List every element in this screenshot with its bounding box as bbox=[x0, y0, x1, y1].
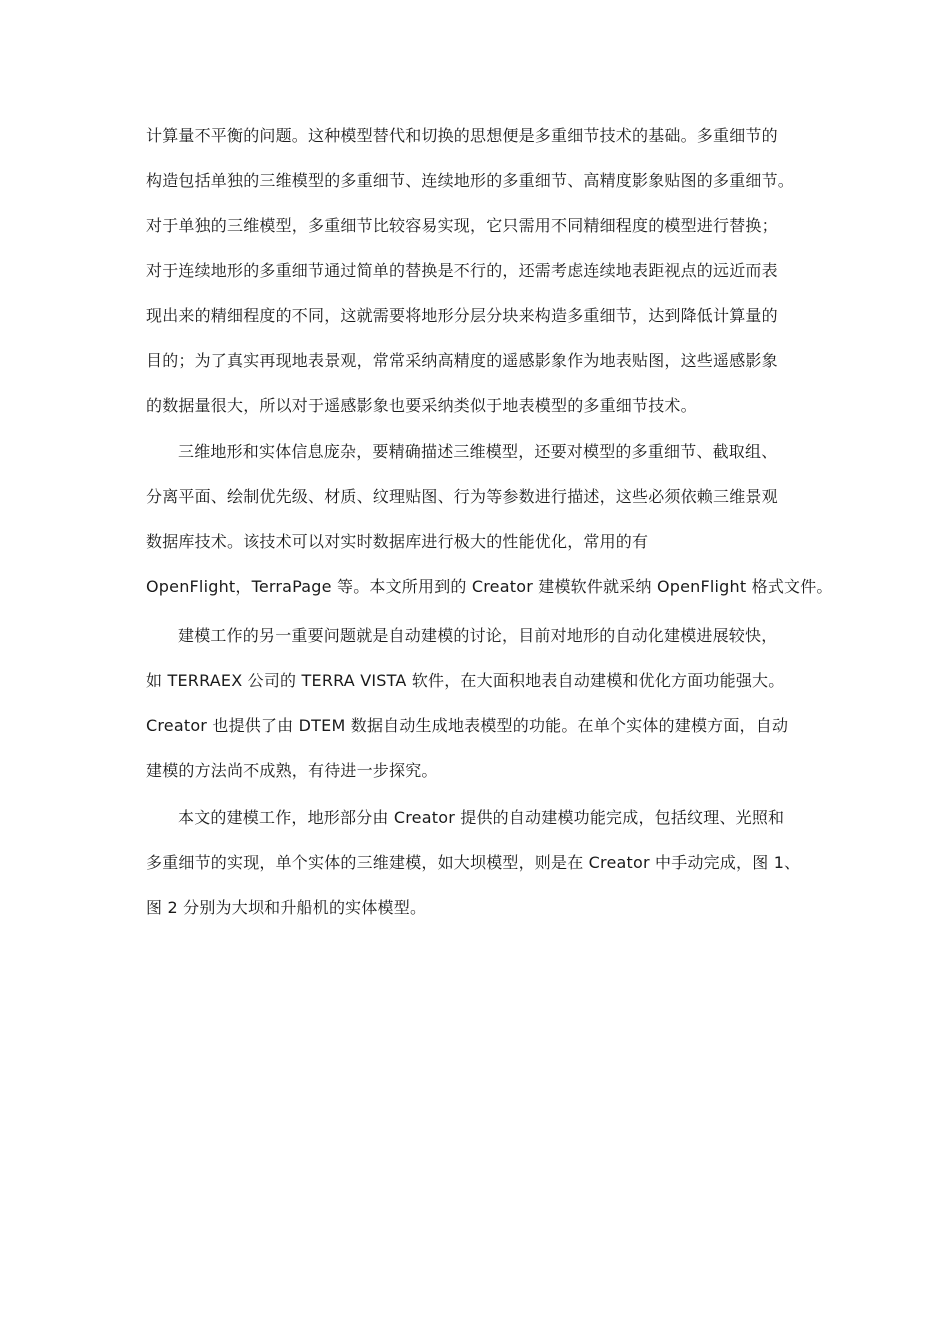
text-line: 计算量不平衡的问题。这种模型替代和切换的思想便是多重细节技术的基础。多重细节的 bbox=[146, 126, 778, 145]
text-line: 现出来的精细程度的不同，这就需要将地形分层分块来构造多重细节，达到降低计算量的 bbox=[146, 306, 778, 325]
text-line: 图 2 分别为大坝和升船机的实体模型。 bbox=[146, 898, 427, 917]
text-line: 多重细节的实现，单个实体的三维建模，如大坝模型，则是在 Creator 中手动完成，图 1、 bbox=[146, 853, 801, 872]
text-line: Creator 也提供了由 DTEM 数据自动生成地表模型的功能。在单个实体的建模方面，自动 bbox=[146, 716, 789, 735]
text-line: 构造包括单独的三维模型的多重细节、连续地形的多重细节、高精度影象贴图的多重细节。 bbox=[146, 171, 795, 190]
text-line: 对于单独的三维模型，多重细节比较容易实现，它只需用不同精细程度的模型进行替换； bbox=[146, 216, 778, 235]
text-line: 建模的方法尚不成熟，有待进一步探究。 bbox=[146, 761, 438, 780]
text-line: 建模工作的另一重要问题就是自动建模的讨论，目前对地形的自动化建模进展较快， bbox=[178, 626, 778, 645]
text-line: 的数据量很大，所以对于遥感影象也要采纳类似于地表模型的多重细节技术。 bbox=[146, 396, 697, 415]
text-line: 分离平面、绘制优先级、材质、纹理贴图、行为等参数进行描述，这些必须依赖三维景观 bbox=[146, 487, 778, 506]
text-line: 三维地形和实体信息庞杂，要精确描述三维模型，还要对模型的多重细节、截取组、 bbox=[178, 442, 778, 461]
text-line: 如 TERRAEX 公司的 TERRA VISTA 软件，在大面积地表自动建模和优化方面功能强大。 bbox=[146, 671, 785, 690]
text-line: 目的；为了真实再现地表景观，常常采纳高精度的遥感影象作为地表贴图，这些遥感影象 bbox=[146, 351, 778, 370]
text-line: OpenFlight，TerraPage 等。本文所用到的 Creator 建模软件就采纳 OpenFlight 格式文件。 bbox=[146, 577, 833, 596]
text-line: 对于连续地形的多重细节通过简单的替换是不行的，还需考虑连续地表距视点的远近而表 bbox=[146, 261, 778, 280]
text-line: 数据库技术。该技术可以对实时数据库进行极大的性能优化，常用的有 bbox=[146, 532, 649, 551]
text-line: 本文的建模工作，地形部分由 Creator 提供的自动建模功能完成，包括纹理、光照和 bbox=[178, 808, 785, 827]
